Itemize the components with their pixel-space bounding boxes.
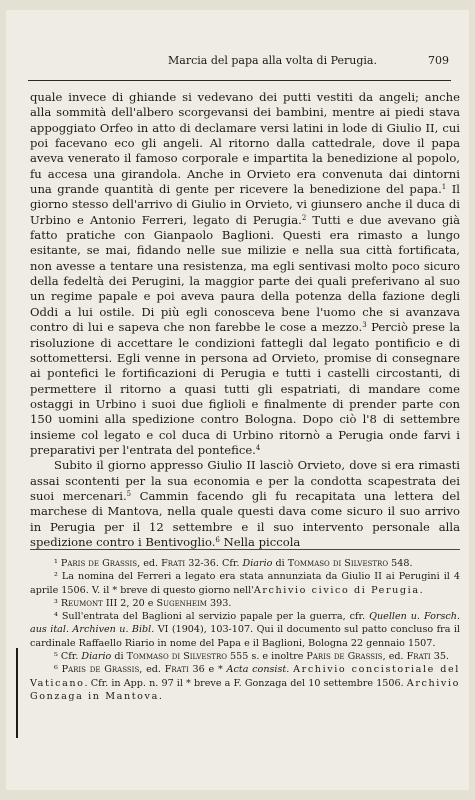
footnote: [30, 610, 460, 650]
author-name: Tommaso di Silvestro: [287, 558, 389, 569]
text-run: Perciò prese la risoluzione di accettare le condizioni fattegli dal legato pontificio e di sottomettersi. Egli venne in persona ad Orvieto, promise di consegnare ai pontefici le fortificazioni di Perugia e tutti i castelli circostanti, di permettere il ritorno a quasi tutti gli espatriati, di mandare come ostaggi in Urbino i suoi due figlioli e finalmente di prender parte con 150 uomini alla spedizione contro Bologna. Dopo ciò l'8 di settembre insieme col legato e col duca di Urbino ritornò a Perugia onde farvi i preparativi per l'entrata del pontefice.: [30, 320, 460, 457]
author-name: Frati: [406, 651, 431, 663]
footnote: [30, 570, 460, 597]
text-run: quale invece di ghiande si vedevano dei putti vestiti da angeli; anche alla sommità dell'albero scorgevansi dei bambini, mentre ai piedi stava appoggiato Orfeo in atto di declamare versi latini in lode di Giulio II, cui poi facevano eco gli angeli. Al ritorno dalla cattedrale, dove il papa aveva venerato il famoso corporale e impartita la benedizione al popolo, fu accesa una girandola. Anche in Orvieto era convenuta dai dintorni una grande quantità di gente per ricevere la benedizione del papa.: [30, 90, 460, 197]
footnote: [30, 650, 460, 663]
book-page: [6, 10, 469, 790]
author-name: Tommaso di Silvestro: [126, 651, 227, 663]
text-run: 555 s. e inoltre: [227, 651, 307, 663]
text-run: 35.: [430, 651, 449, 663]
footnote-ref: 6: [215, 535, 220, 544]
footnote: [30, 597, 460, 610]
running-title: Marcia del papa alla volta di Perugia.: [168, 54, 377, 67]
author-name: Sugenheim: [156, 597, 207, 609]
page-number: 709: [428, 54, 449, 67]
text-run: Il giorno stesso dell'arrivo di Giulio in Orvieto, vi giunsero anche il duca di Urbino e Antonio Ferreri, legato di Perugia.: [30, 182, 460, 227]
author-name: Paris de Grassis: [60, 558, 138, 569]
text-run: ³: [54, 597, 61, 609]
header-rule: [28, 80, 451, 81]
paragraph: [30, 90, 460, 458]
author-name: Frati: [164, 664, 189, 676]
footnote-ref: 2: [301, 213, 307, 222]
archive-name: Archivio civico di Perugia: [253, 584, 420, 596]
running-header: [28, 54, 453, 70]
text-run: ⁵ Cfr.: [54, 651, 82, 663]
author-name: Paris de Grassis: [306, 651, 383, 663]
work-title: Acta consist.: [226, 664, 290, 676]
text-run: .: [158, 690, 162, 702]
archive-name: Archivio concistoriale del Vaticano: [30, 664, 460, 689]
work-title: Diario: [81, 651, 112, 663]
work-title: Quellen u. Forsch. aus ital. Archiven u. Bibl.: [30, 611, 461, 636]
text-run: , ed.: [137, 558, 162, 569]
work-title: Diario: [242, 558, 273, 569]
footnote: [30, 557, 460, 570]
text-run: ² La nomina del Ferreri a legato era stata annunziata da Giulio II ai Perugini il 4 aprile 1506. V. il * breve di questo giorno nell': [30, 571, 460, 596]
text-run: Cammin facendo gli fu recapitata una lettera del marchese di Mantova, nella quale questi dava come sicuro il suo arrivo in Perugia per il 12 settembre e il suo intervento personale alla spedizione contro i Bentivoglio.: [30, 488, 460, 549]
text-run: .: [419, 584, 423, 596]
main-text: [30, 90, 460, 550]
text-run: di: [272, 558, 288, 569]
text-run: III 2, 20 e: [102, 597, 157, 609]
text-run: 548.: [388, 558, 413, 569]
text-run: 393.: [206, 597, 232, 609]
footnotes: [30, 557, 460, 703]
footnote-ref: 1: [441, 183, 447, 192]
paragraph: [30, 458, 460, 550]
text-run: VI (1904), 103-107. Qui il documento sul patto concluso fra il cardinale Raffaello Riario in nome del Papa e il Baglioni, Bologna 22 gennaio 1507.: [30, 624, 460, 649]
text-run: , ed.: [382, 651, 407, 663]
footnote-rule: [30, 549, 460, 550]
text-run: ⁶: [54, 664, 62, 676]
text-run: 32-36. Cfr.: [185, 558, 243, 569]
text-run: ⁴ Sull'entrata del Baglioni al servizio papale per la guerra, cfr.: [54, 611, 370, 623]
footnote-ref: 3: [362, 321, 367, 330]
text-run: 36 e *: [188, 664, 227, 676]
footnote: [30, 663, 460, 703]
text-run: Nella piccola: [219, 534, 301, 549]
margin-mark: [16, 648, 18, 738]
author-name: Paris de Grassis: [61, 664, 140, 676]
text-run: Tutti e due avevano già fatto pratiche con Gianpaolo Baglioni. Questi era rimasto a lungo esitante, se mai, fidando nelle sue milizie e nella sua città fortificata, non avesse a tentare una resistenza, ma egli sentivasi molto poco sicuro della fedeltà dei Perugini, la maggior parte dei quali preferivano al suo un regime papale e poi aveva paura della potenza della fazione degli Oddi a lui ostile. Di più egli conosceva bene l'uomo che si avanzava contro di lui e sapeva che non farebbe le cose a mezzo.: [30, 212, 460, 335]
footnote-ref: 4: [255, 443, 261, 452]
text-run: Subito il giorno appresso Giulio II lasciò Orvieto, dove si era rimasti assai scontenti per la sua economia e per la condotta scapestrata dei suoi mercenari.: [30, 458, 460, 503]
footnote-ref: 5: [126, 489, 132, 498]
text-run: ¹: [54, 558, 61, 569]
author-name: Reumont: [60, 597, 103, 609]
author-name: Frati: [161, 558, 186, 569]
archive-name: Archivio Gonzaga in Mantova: [30, 677, 460, 702]
text-run: di: [111, 651, 127, 663]
text-run: . Cfr. in App. n. 97 il * breve a F. Gonzaga del 10 settembre 1506.: [84, 677, 407, 689]
text-run: , ed.: [139, 664, 165, 676]
